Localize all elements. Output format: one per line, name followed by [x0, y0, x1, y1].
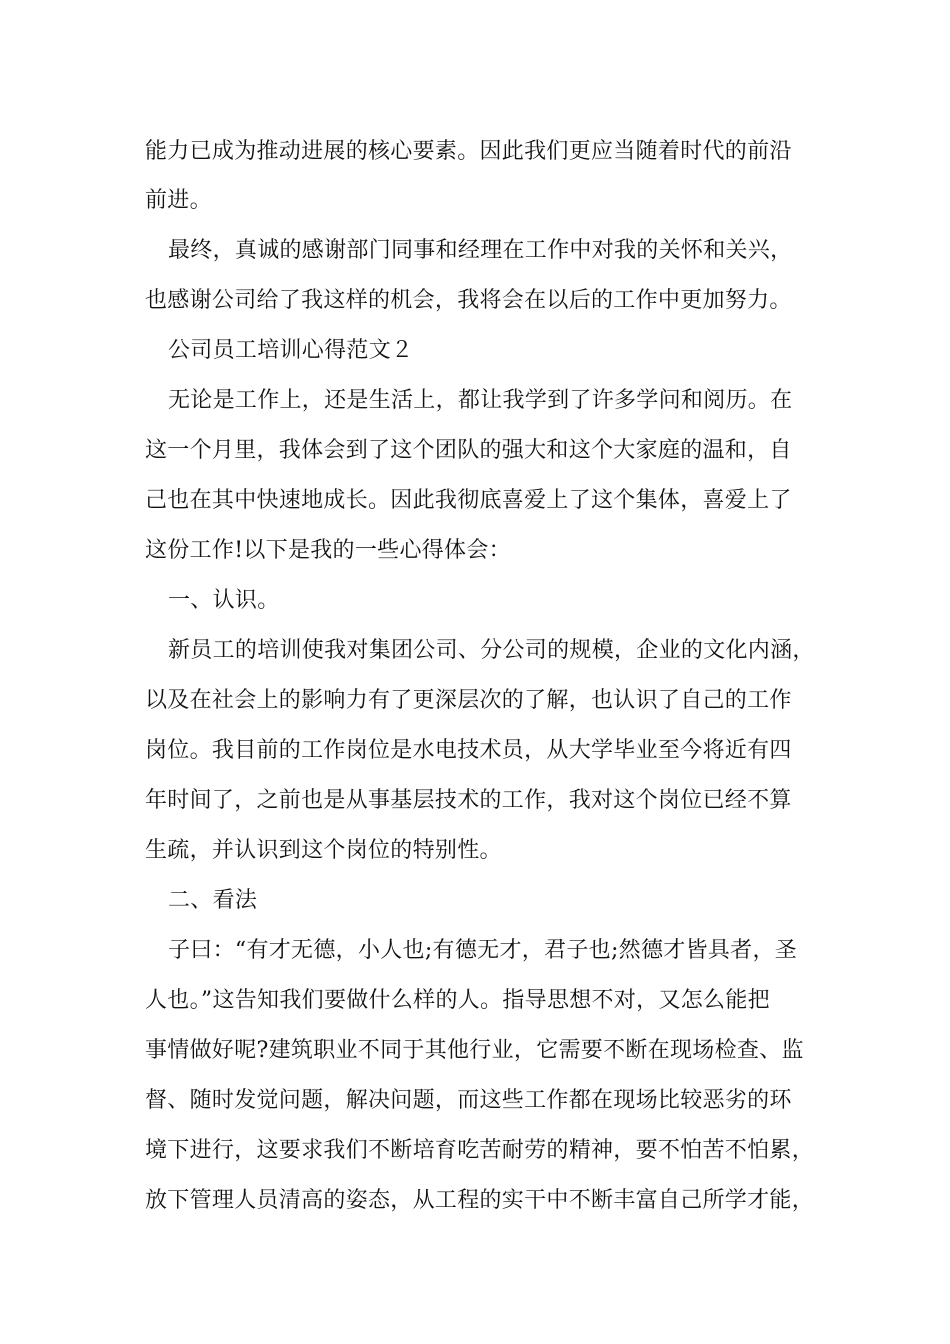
- paragraph-first-line: 子曰：“有才无德，小人也;有德无才，君子也;然德才皆具者，圣: [168, 938, 798, 963]
- text-line: 前进。: [145, 188, 212, 213]
- text-line: 能力已成为推动进展的核心要素。因此我们更应当随着时代的前沿: [145, 139, 792, 164]
- text-line: 这份工作!以下是我的一些心得体会：: [145, 538, 511, 563]
- text-line: 岗位。我目前的工作岗位是水电技术员，从大学毕业至今将近有四: [145, 738, 792, 763]
- text-line: 己也在其中快速地成长。因此我彻底喜爱上了这个集体，喜爱上了: [145, 488, 792, 513]
- text-line: 这一个月里，我体会到了这个团队的强大和这个大家庭的温和，自: [145, 438, 792, 463]
- text-line: 生疏，并认识到这个岗位的特别性。: [145, 838, 502, 863]
- paragraph-first-line: 最终，真诚的感谢部门同事和经理在工作中对我的关怀和关兴，: [168, 238, 793, 263]
- section-title: 公司员工培训心得范文２: [168, 338, 414, 363]
- text-line: 年时间了，之前也是从事基层技术的工作，我对这个岗位已经不算: [145, 788, 792, 813]
- subheading: 二、看法: [168, 888, 258, 913]
- text-line: 境下进行，这要求我们不断培育吃苦耐劳的精神，要不怕苦不怕累，: [145, 1138, 815, 1163]
- text-line: 也感谢公司给了我这样的机会，我将会在以后的工作中更加努力。: [145, 288, 792, 313]
- text-line: 放下管理人员清高的姿态，从工程的实干中不断丰富自己所学才能，: [145, 1188, 815, 1213]
- text-line: 督、随时发觉问题，解决问题，而这些工作都在现场比较恶劣的环: [145, 1088, 792, 1113]
- paragraph-first-line: 新员工的培训使我对集团公司、分公司的规模，企业的文化内涵，: [168, 638, 815, 663]
- paragraph-first-line: 无论是工作上，还是生活上，都让我学到了许多学问和阅历。在: [168, 388, 793, 413]
- text-line: 事情做好呢?建筑职业不同于其他行业，它需要不断在现场检查、监: [145, 1038, 804, 1063]
- text-line: 以及在社会上的影响力有了更深层次的了解，也认识了自己的工作: [145, 688, 792, 713]
- subheading: 一、认识。: [168, 588, 280, 613]
- text-line: 人也。”这告知我们要做什么样的人。指导思想不对，又怎么能把: [145, 988, 770, 1013]
